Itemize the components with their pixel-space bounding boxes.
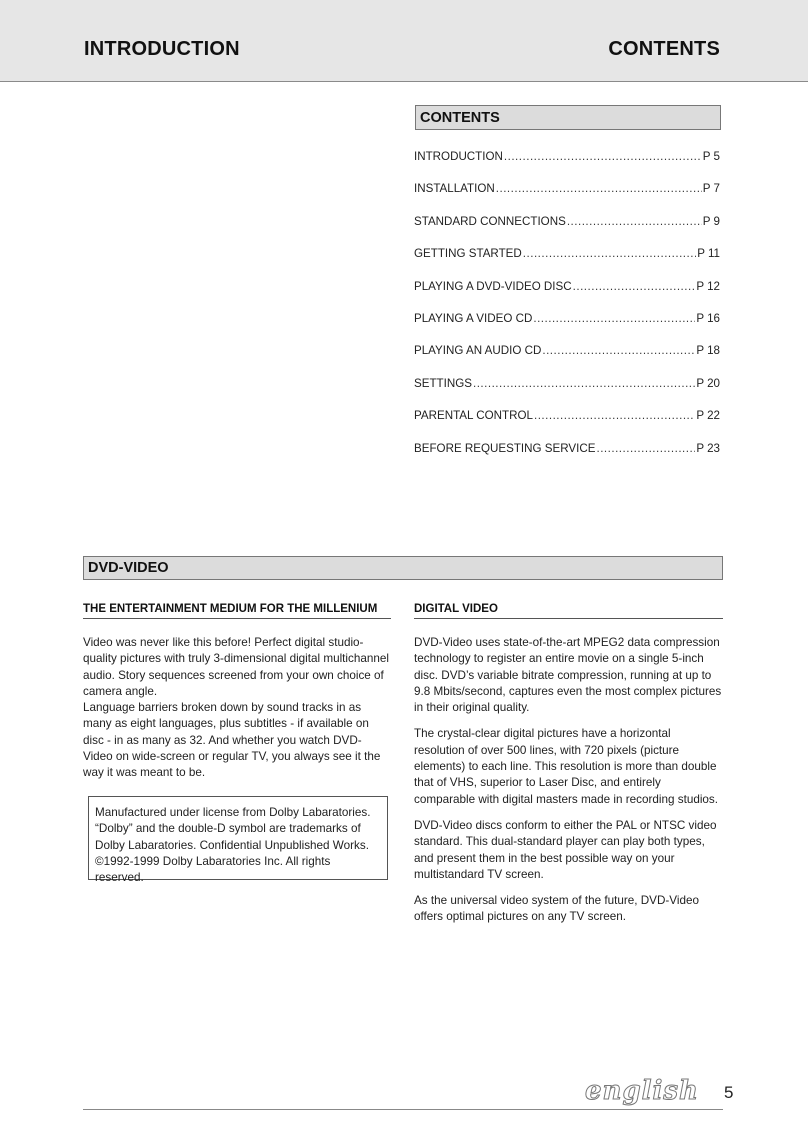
toc-entry-title: PLAYING AN AUDIO CD xyxy=(414,344,542,358)
paragraph: The crystal-clear digital pictures have a horizontal resolution of over 500 lines, with 720 pixels (picture elements) to each line. This resolution is more than double that of VHS, superior to Laser Disc, and entirely comparable with digital masters made in recording studios. xyxy=(414,727,719,806)
toc-entry-installation xyxy=(414,182,720,214)
paragraph: Video was never like this before! Perfect digital studio-quality pictures with truly 3-dimensional digital multichannel audio. Story sequences screened from your own choice of camera angle. xyxy=(83,636,389,698)
toc-leader-dots xyxy=(596,442,695,455)
toc-entry-getting-started xyxy=(414,247,720,279)
toc-entry-page: P 22 xyxy=(696,409,720,423)
contents-heading: CONTENTS xyxy=(415,105,721,130)
toc-entry-title: PLAYING A VIDEO CD xyxy=(414,311,533,325)
paragraph: DVD-Video uses state-of-the-art MPEG2 data compression technology to register an entire movie on a single 5-inch disc. DVD’s variable bitrate compression, running at up to 9.8 Mbits/second, captures even the most complex pictures in their original quality. xyxy=(414,636,722,715)
entertainment-medium-text xyxy=(83,635,391,782)
chapter-title: CONTENTS xyxy=(608,38,720,60)
toc-entry-title: PARENTAL CONTROL xyxy=(414,409,533,423)
toc-leader-dots xyxy=(573,280,696,293)
toc-entry-page: P 16 xyxy=(696,311,720,325)
toc-entry-title: STANDARD CONNECTIONS xyxy=(414,214,566,228)
toc-leader-dots xyxy=(567,215,702,228)
toc-entry-before-requesting-service xyxy=(414,442,720,474)
toc-leader-dots xyxy=(534,409,695,422)
toc-leader-dots xyxy=(504,150,702,163)
toc-entry-standard-connections xyxy=(414,215,720,247)
language-label: english xyxy=(585,1076,699,1106)
toc-entry-title: BEFORE REQUESTING SERVICE xyxy=(414,441,596,455)
paragraph: DVD-Video discs conform to either the PAL or NTSC video standard. This dual-standard player can play both types, and present them in the best possible way on your multistandard TV screen. xyxy=(414,818,717,881)
toc-entry-page: P 23 xyxy=(696,441,720,455)
toc-leader-dots xyxy=(473,377,695,390)
digital-video-heading: DIGITAL VIDEO xyxy=(414,603,723,619)
toc-entry-title: PLAYING A DVD-VIDEO DISC xyxy=(414,279,572,293)
toc-entry-page: P 20 xyxy=(696,376,720,390)
dolby-license-notice: Manufactured under license from Dolby Labaratories. “Dolby” and the double-D symbol are trademarks of Dolby Labaratories. Confidential Unpublished Works. ©1992-1999 Dolby Labaratories Inc. All rights reserved. xyxy=(88,796,388,880)
table-of-contents xyxy=(414,150,720,474)
toc-entry-page: P 7 xyxy=(702,182,720,196)
toc-entry-playing-audio-cd xyxy=(414,344,720,376)
toc-leader-dots xyxy=(496,182,702,195)
paragraph: As the universal video system of the future, DVD-Video offers optimal pictures on any TV screen. xyxy=(414,894,699,924)
toc-entry-title: SETTINGS xyxy=(414,376,472,390)
toc-entry-introduction xyxy=(414,150,720,182)
section-title: INTRODUCTION xyxy=(84,38,240,60)
toc-entry-page: P 9 xyxy=(702,214,720,228)
page-number: 5 xyxy=(724,1083,734,1102)
toc-entry-title: GETTING STARTED xyxy=(414,247,522,261)
page-header xyxy=(0,0,808,82)
toc-entry-page: P 11 xyxy=(697,247,720,261)
toc-entry-title: INTRODUCTION xyxy=(414,150,503,163)
toc-entry-settings xyxy=(414,377,720,409)
toc-entry-playing-dvd xyxy=(414,280,720,312)
digital-video-text xyxy=(414,635,723,936)
dvd-video-heading: DVD-VIDEO xyxy=(83,556,723,580)
toc-entry-title: INSTALLATION xyxy=(414,182,495,196)
toc-leader-dots xyxy=(542,344,695,357)
toc-leader-dots xyxy=(523,247,696,260)
toc-entry-playing-video-cd xyxy=(414,312,720,344)
paragraph: Language barriers broken down by sound tracks in as many as eight languages, plus subtitles - if available on disc - in as many as 32. And whether you watch DVD-Video on wide-screen or regular TV, you always see it the way it was meant to be. xyxy=(83,701,381,780)
toc-entry-page: P 5 xyxy=(702,150,720,163)
toc-entry-page: P 18 xyxy=(696,344,720,358)
footer-divider xyxy=(83,1109,723,1110)
toc-leader-dots xyxy=(533,312,695,325)
entertainment-medium-heading: THE ENTERTAINMENT MEDIUM FOR THE MILLENIUM xyxy=(83,603,391,619)
toc-entry-page: P 12 xyxy=(696,279,720,293)
toc-entry-parental-control xyxy=(414,409,720,441)
